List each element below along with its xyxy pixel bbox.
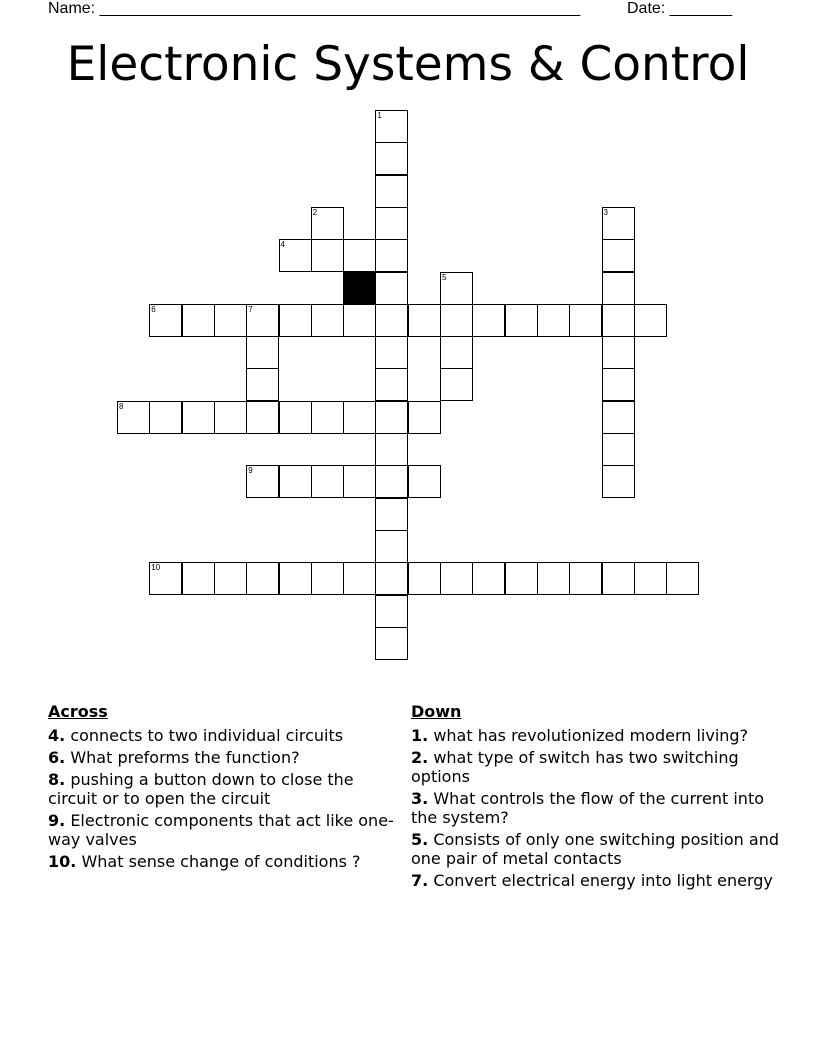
- grid-cell[interactable]: [602, 304, 635, 337]
- grid-cell[interactable]: [375, 433, 408, 466]
- clue-number: 7.: [411, 871, 429, 890]
- grid-cell[interactable]: [375, 530, 408, 563]
- grid-cell[interactable]: [569, 304, 602, 337]
- grid-cell[interactable]: [408, 562, 441, 595]
- clue-number: 8: [119, 401, 124, 411]
- clue-number: 5: [442, 272, 447, 282]
- grid-cell[interactable]: [375, 595, 408, 628]
- across-clues: [48, 702, 398, 874]
- grid-cell[interactable]: [440, 304, 473, 337]
- across-clue: [48, 770, 398, 808]
- clue-number: 1: [377, 111, 382, 120]
- grid-cell[interactable]: [634, 562, 667, 595]
- across-clue: [48, 811, 398, 849]
- grid-cell[interactable]: [440, 368, 473, 401]
- clue-number: 9: [248, 466, 253, 476]
- grid-cell[interactable]: [505, 562, 538, 595]
- grid-cell[interactable]: [408, 401, 441, 434]
- grid-cell[interactable]: [279, 401, 312, 434]
- clue-text: What preforms the function?: [70, 748, 300, 767]
- grid-cell[interactable]: [311, 465, 344, 498]
- grid-cell[interactable]: [375, 336, 408, 369]
- clue-number: 7: [248, 304, 253, 314]
- grid-cell[interactable]: [311, 239, 344, 272]
- clue-text: Consists of only one switching position and one pair of metal contacts: [411, 830, 779, 868]
- clue-number: 9.: [48, 811, 66, 830]
- grid-cell[interactable]: [602, 401, 635, 434]
- grid-cell[interactable]: [182, 304, 215, 337]
- across-clue: [48, 852, 398, 871]
- clue-number: 1.: [411, 726, 429, 745]
- clue-number: 3: [603, 207, 608, 217]
- grid-cell[interactable]: [375, 175, 408, 208]
- grid-cell[interactable]: [311, 304, 344, 337]
- grid-cell[interactable]: [117, 401, 150, 434]
- grid-cell[interactable]: [408, 304, 441, 337]
- grid-cell[interactable]: [214, 562, 247, 595]
- grid-cell[interactable]: [602, 368, 635, 401]
- clue-text: What sense change of conditions ?: [81, 852, 361, 871]
- grid-cell[interactable]: [246, 368, 279, 401]
- clue-number: 10.: [48, 852, 77, 871]
- clue-text: Convert electrical energy into light energy: [433, 871, 773, 890]
- clue-number: 8.: [48, 770, 66, 789]
- grid-cell[interactable]: [440, 336, 473, 369]
- grid-cell[interactable]: [279, 465, 312, 498]
- grid-cell[interactable]: [182, 401, 215, 434]
- grid-cell[interactable]: [311, 401, 344, 434]
- grid-cell[interactable]: [343, 401, 376, 434]
- grid-cell[interactable]: [343, 304, 376, 337]
- clue-text: connects to two individual circuits: [70, 726, 344, 745]
- grid-cell[interactable]: [408, 465, 441, 498]
- grid-cell[interactable]: [343, 562, 376, 595]
- grid-cell[interactable]: [311, 207, 344, 240]
- grid-cell[interactable]: [537, 562, 570, 595]
- grid-cell[interactable]: [375, 110, 408, 143]
- grid-cell[interactable]: [666, 562, 699, 595]
- black-square: [343, 272, 376, 305]
- grid-cell[interactable]: [569, 562, 602, 595]
- grid-cell[interactable]: [149, 562, 182, 595]
- grid-cell[interactable]: [375, 142, 408, 175]
- across-heading: Across: [48, 702, 108, 721]
- grid-cell[interactable]: [440, 562, 473, 595]
- grid-cell[interactable]: [246, 562, 279, 595]
- grid-cell[interactable]: [214, 304, 247, 337]
- grid-cell[interactable]: [214, 401, 247, 434]
- grid-cell[interactable]: [149, 401, 182, 434]
- clue-text: pushing a button down to close the circuit or to open the circuit: [48, 770, 354, 808]
- grid-cell[interactable]: [472, 562, 505, 595]
- clue-number: 4: [280, 240, 285, 250]
- grid-cell[interactable]: [375, 304, 408, 337]
- grid-cell[interactable]: [246, 465, 279, 498]
- clue-number: 5.: [411, 830, 429, 849]
- grid-cell[interactable]: [375, 465, 408, 498]
- grid-cell[interactable]: [343, 239, 376, 272]
- down-clues: [411, 702, 781, 893]
- grid-cell[interactable]: [279, 562, 312, 595]
- date-label: Date: _______: [627, 0, 732, 17]
- clue-text: what type of switch has two switching options: [411, 748, 739, 786]
- clue-number: 4.: [48, 726, 66, 745]
- grid-cell[interactable]: [182, 562, 215, 595]
- grid-cell[interactable]: [375, 627, 408, 660]
- grid-cell[interactable]: [602, 272, 635, 305]
- grid-cell[interactable]: [602, 336, 635, 369]
- grid-cell[interactable]: [279, 239, 312, 272]
- down-clue: [411, 871, 781, 890]
- clue-text: what has revolutionized modern living?: [433, 726, 749, 745]
- down-clue: [411, 726, 781, 745]
- grid-cell[interactable]: [375, 239, 408, 272]
- across-clue: [48, 726, 398, 745]
- grid-cell[interactable]: [440, 272, 473, 305]
- grid-cell[interactable]: [375, 272, 408, 305]
- grid-cell[interactable]: [505, 304, 538, 337]
- clue-text: Electronic components that act like one-way valves: [48, 811, 394, 849]
- down-clue: [411, 748, 781, 786]
- grid-cell[interactable]: [246, 401, 279, 434]
- grid-cell[interactable]: [246, 336, 279, 369]
- down-clue: [411, 789, 781, 827]
- down-heading: Down: [411, 702, 462, 721]
- grid-cell[interactable]: [279, 304, 312, 337]
- grid-cell[interactable]: [375, 207, 408, 240]
- grid-cell[interactable]: [537, 304, 570, 337]
- clue-number: 3.: [411, 789, 429, 808]
- grid-cell[interactable]: [602, 562, 635, 595]
- grid-cell[interactable]: [634, 304, 667, 337]
- grid-cell[interactable]: [375, 562, 408, 595]
- clue-number: 10: [151, 563, 161, 573]
- grid-cell[interactable]: [602, 465, 635, 498]
- across-clue: [48, 748, 398, 767]
- grid-cell[interactable]: [246, 304, 279, 337]
- clue-text: What controls the flow of the current into the system?: [411, 789, 765, 827]
- page-title: Electronic Systems & Control: [66, 37, 750, 92]
- grid-cell[interactable]: [472, 304, 505, 337]
- grid-cell[interactable]: [343, 465, 376, 498]
- grid-cell[interactable]: [602, 207, 635, 240]
- clue-number: 2.: [411, 748, 429, 767]
- grid-cell[interactable]: [149, 304, 182, 337]
- name-label: Name: ______________________________________________________: [48, 0, 581, 17]
- grid-cell[interactable]: [375, 368, 408, 401]
- clue-number: 2: [312, 207, 318, 217]
- grid-cell[interactable]: [602, 433, 635, 466]
- grid-cell[interactable]: [375, 498, 408, 531]
- grid-cell[interactable]: [375, 401, 408, 434]
- down-clue: [411, 830, 781, 868]
- grid-cell[interactable]: [311, 562, 344, 595]
- clue-number: 6: [151, 304, 156, 314]
- clue-number: 6.: [48, 748, 66, 767]
- grid-cell[interactable]: [602, 239, 635, 272]
